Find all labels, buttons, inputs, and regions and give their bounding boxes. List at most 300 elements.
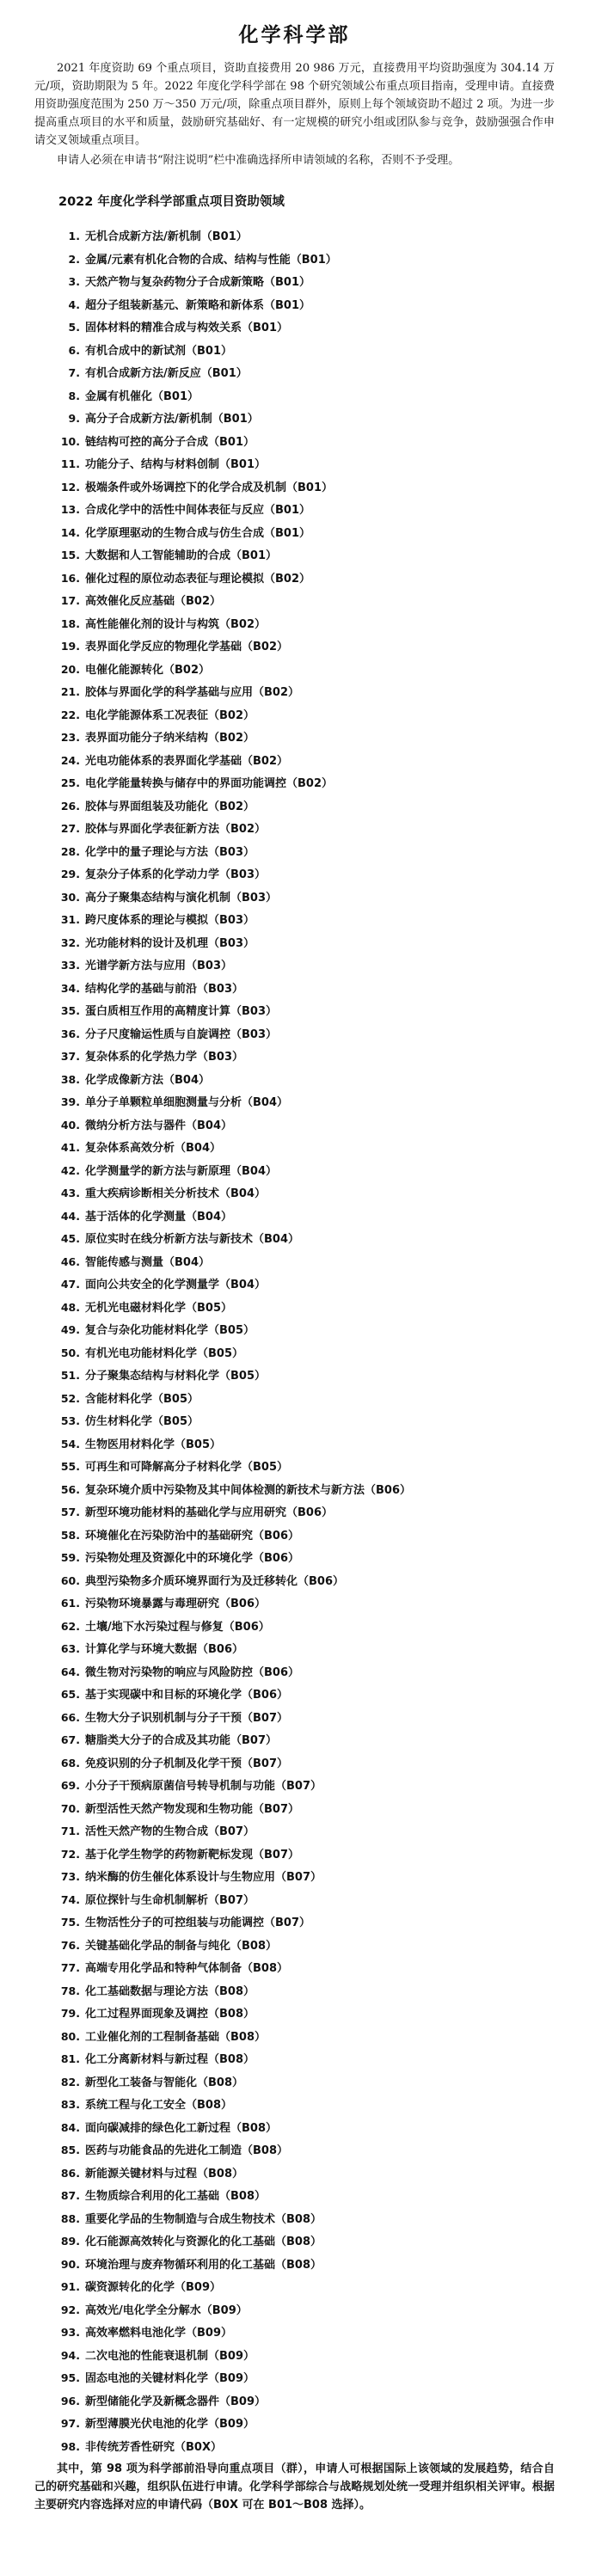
item-number: 65. [60, 1688, 80, 1701]
list-item [60, 453, 555, 476]
item-number: 84. [60, 2120, 80, 2134]
list-item [60, 1638, 555, 1661]
list-item [60, 476, 555, 500]
item-code: （B02） [219, 823, 267, 836]
item-number: 43. [60, 1187, 80, 1199]
item-number: 13. [60, 503, 80, 516]
item-name: 蛋白质相互作用的高精度计算 [85, 1005, 231, 1018]
list-item [60, 1023, 555, 1046]
list-item [60, 2390, 555, 2413]
item-number: 80. [60, 2029, 80, 2043]
item-number: 57. [60, 1506, 80, 1518]
list-item [60, 659, 555, 682]
item-number: 55. [60, 1460, 80, 1473]
list-item [60, 1365, 555, 1388]
item-code: （B05） [219, 1370, 267, 1383]
item-code: （B04） [175, 1142, 222, 1155]
item-name: 新型环境功能材料的基础化学与应用研究 [85, 1506, 287, 1519]
item-code: （B09） [208, 2349, 255, 2363]
list-item [60, 2367, 555, 2390]
item-number: 20. [60, 662, 80, 676]
item-code: （B04） [230, 1164, 278, 1178]
item-code: （B03） [230, 891, 278, 905]
list-item [60, 2162, 555, 2186]
item-code: （B03） [208, 936, 255, 950]
item-code: （B04） [242, 1096, 289, 1109]
list-item [60, 613, 555, 636]
item-number: 59. [60, 1551, 80, 1564]
item-name: 典型污染物多介质环境界面行为及迁移转化 [85, 1574, 298, 1588]
item-name: 胶体与界面化学表征新方法 [85, 823, 220, 836]
item-number: 68. [60, 1756, 80, 1769]
item-name: 单分子单颗粒单细胞测量与分析 [85, 1096, 242, 1109]
item-code: （B03） [219, 868, 267, 881]
item-name: 合成化学中的活性中间体表征与反应 [85, 504, 265, 517]
list-item [60, 1889, 555, 1912]
item-name: 固态电池的关键材料化学 [85, 2372, 209, 2385]
item-code: （B09） [208, 2372, 255, 2385]
item-name: 电催化能源转化 [85, 663, 164, 677]
item-number: 34. [60, 981, 80, 995]
list-item [60, 2185, 555, 2208]
item-code: （B02） [253, 686, 300, 699]
item-name: 生物质综合利用的化工基础 [85, 2190, 220, 2203]
list-item [60, 841, 555, 864]
item-name: 无机合成新方法/新机制 [85, 230, 201, 243]
item-code: （B01） [264, 276, 311, 289]
item-number: 39. [60, 1095, 80, 1108]
item-number: 29. [60, 868, 80, 880]
item-name: 跨尺度体系的理论与模拟 [85, 914, 209, 927]
list-item [60, 2139, 555, 2162]
list-item [60, 1501, 555, 1524]
list-item [60, 1707, 555, 1730]
list-item [60, 1547, 555, 1570]
item-code: （B01） [230, 549, 278, 562]
item-number: 49. [60, 1323, 80, 1336]
item-name: 原位实时在线分析新方法与新技术 [85, 1233, 254, 1246]
list-item [60, 750, 555, 773]
item-code: （B05） [208, 1324, 255, 1337]
item-code: （B01） [212, 413, 259, 426]
item-code: （B07） [230, 1734, 278, 1747]
item-name: 系统工程与化工安全 [85, 2099, 187, 2112]
item-name: 复杂分子体系的化学动力学 [85, 868, 220, 881]
item-number: 88. [60, 2211, 80, 2225]
item-number: 52. [60, 1391, 80, 1405]
list-item [60, 635, 555, 659]
list-item [60, 1729, 555, 1752]
item-number: 81. [60, 2052, 80, 2065]
item-number: 86. [60, 2166, 80, 2180]
list-item [60, 1091, 555, 1114]
item-code: （B03） [197, 1051, 244, 1064]
item-name: 化学测量学的新方法与新原理 [85, 1164, 231, 1178]
item-code: （B07） [275, 1871, 322, 1884]
list-item [60, 2026, 555, 2049]
list-item [60, 1820, 555, 1843]
list-item [60, 818, 555, 841]
list-item [60, 590, 555, 613]
item-number: 3. [68, 275, 80, 288]
list-item [60, 795, 555, 819]
list-item [60, 1479, 555, 1502]
item-number: 4. [68, 297, 80, 311]
list-item [60, 681, 555, 704]
item-code: （B08） [208, 2008, 255, 2021]
item-code: （B04） [163, 1255, 211, 1269]
item-name: 新型活性天然产物发现和生物功能 [85, 1802, 254, 1816]
item-name: 胶体与界面组装及功能化 [85, 800, 209, 813]
item-code: （B06） [286, 1506, 334, 1519]
item-code: （B07） [253, 1848, 300, 1861]
item-number: 67. [60, 1733, 80, 1746]
item-code: （B04） [186, 1119, 233, 1132]
item-name: 电化学能源体系工况表征 [85, 708, 209, 722]
item-name: 医药与功能食品的先进化工制造 [85, 2144, 242, 2157]
item-code: （B01） [200, 230, 248, 243]
item-number: 1. [68, 230, 80, 242]
item-number: 36. [60, 1027, 80, 1040]
list-item [60, 1388, 555, 1411]
item-code: （B01） [264, 526, 311, 540]
list-item [60, 932, 555, 955]
item-code: （B07） [253, 1802, 300, 1816]
item-number: 93. [60, 2326, 80, 2339]
item-code: （B09） [175, 2281, 222, 2294]
item-name: 环境治理与废弃物循环利用的化工基础 [85, 2258, 276, 2272]
item-name: 糖脂类大分子的合成及其功能 [85, 1734, 231, 1747]
item-number: 44. [60, 1209, 80, 1223]
list-item [60, 2436, 555, 2459]
item-name: 纳米酶的仿生催化体系设计与生物应用 [85, 1871, 276, 1884]
item-number: 17. [60, 594, 80, 607]
item-code: （B08） [219, 2030, 267, 2044]
item-number: 27. [60, 822, 80, 835]
list-item [60, 1524, 555, 1548]
item-name: 基于实现碳中和目标的环境化学 [85, 1689, 242, 1702]
list-item [60, 1069, 555, 1092]
item-code: （B01） [286, 481, 334, 494]
item-number: 85. [60, 2144, 80, 2156]
list-item [60, 1160, 555, 1183]
item-name: 胶体与界面化学的科学基础与应用 [85, 686, 254, 699]
item-code: （B08） [242, 1962, 289, 1975]
item-name: 新型化工装备与智能化 [85, 2076, 198, 2089]
list-item [60, 385, 555, 408]
item-name: 生物大分子识别机制与分子干预 [85, 1711, 242, 1725]
item-code: （B05） [242, 1461, 289, 1474]
item-name: 重要化学品的生物制造与合成生物技术 [85, 2212, 276, 2226]
item-number: 22. [60, 708, 80, 721]
item-name: 分子尺度输运性质与自旋调控 [85, 1027, 231, 1041]
item-number: 28. [60, 844, 80, 858]
list-item [60, 1616, 555, 1639]
item-name: 面向碳减排的绿色化工新过程 [85, 2121, 231, 2135]
project-list [34, 225, 555, 2458]
item-name: 有机合成中的新试剂 [85, 344, 187, 358]
item-code: （B08） [197, 2167, 244, 2180]
item-name: 重大疾病诊断相关分析技术 [85, 1187, 220, 1200]
item-number: 15. [60, 549, 80, 561]
item-name: 超分子组装新基元、新策略和新体系 [85, 298, 265, 312]
item-name: 复合与杂化功能材料化学 [85, 1324, 209, 1337]
item-code: （B06） [197, 1643, 244, 1656]
item-name: 环境催化在污染防治中的基础研究 [85, 1529, 254, 1543]
item-name: 天然产物与复杂药物分子合成新策略 [85, 276, 265, 289]
list-item [60, 225, 555, 248]
list-item [60, 1843, 555, 1867]
item-number: 30. [60, 890, 80, 904]
item-number: 5. [68, 321, 80, 334]
item-name: 活性天然产物的生物合成 [85, 1825, 209, 1838]
list-item [60, 340, 555, 363]
item-name: 高效光/电化学全分解水 [85, 2303, 201, 2317]
item-number: 25. [60, 776, 80, 789]
list-item [60, 2345, 555, 2368]
item-code: （B08） [230, 2121, 278, 2135]
list-item [60, 2321, 555, 2345]
list-item [60, 2071, 555, 2095]
item-number: 31. [60, 913, 80, 926]
item-number: 21. [60, 685, 80, 698]
item-name: 新型薄膜光伏电池的化学 [85, 2418, 209, 2431]
list-item [60, 1137, 555, 1160]
list-item [60, 2254, 555, 2277]
item-name: 化工分离新材料与新过程 [85, 2053, 209, 2066]
item-number: 72. [60, 1847, 80, 1861]
item-code: （B08） [275, 2236, 322, 2248]
item-code: （B04） [253, 1233, 300, 1246]
item-number: 56. [60, 1482, 80, 1496]
item-name: 污染物处理及资源化中的环境化学 [85, 1552, 254, 1565]
item-name: 链结构可控的高分子合成 [85, 435, 209, 449]
item-code: （B01） [219, 458, 267, 471]
item-code: （B02） [242, 754, 289, 768]
item-name: 新型储能化学及新概念器件 [85, 2395, 220, 2408]
item-name: 高端专用化学品和特种气体制备 [85, 1962, 242, 1975]
list-item [60, 1297, 555, 1320]
intro-paragraph: 2021 年度资助 69 个重点项目，资助直接费用 20 986 万元，直接费用平均资助强度为 304.14 万元/项，资助期限为 5 年。2022 年度化学科学部在 98 个研究领域公布重点项目指南，受理申请。直接费用资助强度范围为 250 万～350 万元/项，除重点项目群外，原则上每个领域资助不超过 2 项。为进一步提高重点项目的水平和质量，鼓励研究基础好、有一定规模的研究小组或团队参与竞争，鼓励强强合作申请交叉领域重点项目。 [34, 62, 555, 147]
footnote-paragraph: 其中，第 98 项为科学部前沿导向重点项目（群），申请人可根据国际上该领域的发展趋势，结合自己的研究基础和兴趣，组织队伍进行申请。化学科学部综合与战略规划处统一受理并组织相关评审。根据主要研究内容选择对应的申请代码（B0X 可在 B01～B08 选择）。 [34, 2463, 555, 2512]
item-name: 仿生材料化学 [85, 1415, 153, 1428]
item-code: （B06） [223, 1620, 270, 1634]
item-number: 23. [60, 731, 80, 744]
list-item [60, 1273, 555, 1297]
list-item [60, 1798, 555, 1821]
item-code: （B05） [152, 1415, 199, 1428]
list-item [60, 1911, 555, 1935]
item-number: 9. [68, 412, 80, 425]
item-name: 高效催化反应基础 [85, 595, 175, 608]
item-name: 极端条件或外场调控下的化学合成及机制 [85, 481, 287, 494]
item-number: 33. [60, 959, 80, 972]
item-code: （B02） [208, 800, 255, 813]
item-number: 90. [60, 2257, 80, 2271]
item-name: 高性能催化剂的设计与构筑 [85, 617, 220, 631]
item-code: （B09） [208, 2418, 255, 2431]
item-number: 24. [60, 753, 80, 767]
item-code: （B01） [264, 298, 311, 312]
item-code: （B08） [275, 2212, 322, 2226]
item-number: 26. [60, 799, 80, 813]
list-item [60, 1456, 555, 1479]
list-item [60, 294, 555, 317]
item-number: 71. [60, 1825, 80, 1837]
item-code: （B03） [208, 914, 255, 927]
item-name: 工业催化剂的工程制备基础 [85, 2030, 220, 2044]
item-name: 生物医用材料化学 [85, 1438, 175, 1451]
item-number: 82. [60, 2075, 80, 2088]
item-code: （B06） [365, 1483, 412, 1497]
item-code: （B03） [197, 982, 244, 996]
list-item [60, 1935, 555, 1958]
item-number: 69. [60, 1779, 80, 1792]
item-code: （B02） [286, 777, 334, 790]
item-name: 化学成像新方法 [85, 1073, 164, 1087]
list-item [60, 1433, 555, 1457]
item-name: 高分子聚集态结构与演化机制 [85, 891, 231, 905]
item-number: 94. [60, 2348, 80, 2362]
item-number: 58. [60, 1528, 80, 1542]
list-item [60, 1182, 555, 1205]
item-code: （B04） [163, 1073, 211, 1087]
item-number: 2. [68, 252, 80, 266]
item-number: 73. [60, 1870, 80, 1883]
item-number: 98. [60, 2439, 80, 2453]
item-number: 79. [60, 2007, 80, 2020]
item-number: 87. [60, 2189, 80, 2202]
item-number: 89. [60, 2235, 80, 2248]
item-code: （B01） [290, 253, 337, 267]
item-code: （B03） [186, 960, 233, 972]
section-title: 2022 年度化学科学部重点项目资助领域 [58, 195, 285, 209]
list-item [60, 772, 555, 795]
item-name: 微生物对污染物的响应与风险防控 [85, 1665, 254, 1679]
item-number: 32. [60, 935, 80, 949]
item-code: （B05） [186, 1301, 233, 1315]
selection-notice-paragraph: 申请人必须在申请书“附注说明”栏中准确选择所申请领域的名称，否则不予受理。 [57, 154, 460, 167]
item-number: 70. [60, 1801, 80, 1815]
item-code: （B04） [219, 1187, 267, 1200]
list-item [60, 1684, 555, 1707]
item-name: 含能材料化学 [85, 1392, 153, 1406]
item-name: 固体材料的精准合成与构效关系 [85, 322, 242, 334]
item-code: （B06） [253, 1529, 300, 1543]
item-code: （B03） [230, 1005, 278, 1018]
item-number: 63. [60, 1642, 80, 1655]
item-number: 16. [60, 571, 80, 585]
item-name: 复杂环境介质中污染物及其中间体检测的新技术与新方法 [85, 1483, 365, 1497]
item-code: （B01） [200, 367, 248, 380]
item-name: 新能源关键材料与过程 [85, 2167, 198, 2180]
list-item [60, 2048, 555, 2071]
item-code: （B02） [242, 641, 289, 653]
list-item [60, 863, 555, 886]
item-name: 化学中的量子理论与方法 [85, 845, 209, 859]
list-item [60, 1228, 555, 1251]
item-number: 66. [60, 1710, 80, 1724]
item-name: 催化过程的原位动态表征与理论模拟 [85, 572, 265, 586]
item-name: 小分子干预病原菌信号转导机制与功能 [85, 1780, 276, 1793]
list-item [60, 1251, 555, 1274]
list-item [60, 544, 555, 567]
list-item [60, 1570, 555, 1593]
item-code: （B07） [242, 1757, 289, 1770]
item-name: 金属有机催化 [85, 389, 153, 403]
item-code: （B02） [208, 708, 255, 722]
item-number: 8. [68, 389, 80, 402]
item-code: （B04） [219, 1279, 267, 1291]
item-name: 化学原理驱动的生物合成与仿生合成 [85, 526, 265, 540]
item-number: 41. [60, 1141, 80, 1154]
item-name: 复杂体系的化学热力学 [85, 1051, 198, 1064]
item-code: （B03） [230, 1027, 278, 1041]
list-item [60, 704, 555, 727]
item-number: 54. [60, 1437, 80, 1451]
item-code: （B08） [242, 2144, 289, 2157]
item-number: 76. [60, 1938, 80, 1952]
list-item [60, 2208, 555, 2231]
item-name: 表界面功能分子纳米结构 [85, 732, 209, 745]
list-item [60, 1319, 555, 1342]
item-number: 35. [60, 1004, 80, 1017]
list-item [60, 431, 555, 454]
list-item [60, 1775, 555, 1798]
item-name: 金属/元素有机化合物的合成、结构与性能 [85, 253, 291, 267]
item-number: 18. [60, 616, 80, 630]
item-number: 47. [60, 1278, 80, 1291]
list-item [60, 2413, 555, 2436]
item-code: （B06） [219, 1598, 267, 1610]
item-code: （B05） [197, 1346, 244, 1360]
item-name: 复杂体系高效分析 [85, 1142, 175, 1155]
item-number: 92. [60, 2303, 80, 2316]
item-name: 基于活体的化学测量 [85, 1210, 187, 1224]
item-number: 46. [60, 1254, 80, 1268]
item-number: 51. [60, 1369, 80, 1382]
item-name: 有机光电功能材料化学 [85, 1346, 198, 1360]
item-code: （B09） [200, 2303, 248, 2317]
item-code: （B08） [197, 2076, 244, 2089]
item-name: 光电功能体系的表界面化学基础 [85, 754, 242, 768]
item-name: 有机合成新方法/新反应 [85, 367, 201, 380]
item-code: （B07） [275, 1780, 322, 1793]
item-code: （B01） [264, 504, 311, 517]
item-code: （B01） [208, 435, 255, 449]
item-number: 74. [60, 1892, 80, 1906]
item-name: 光功能材料的设计及机理 [85, 936, 209, 950]
item-code: （B07） [242, 1711, 289, 1725]
item-code: （B02） [175, 595, 222, 608]
item-code: （B09） [219, 2395, 267, 2408]
item-number: 50. [60, 1346, 80, 1359]
list-item [60, 2276, 555, 2299]
item-number: 61. [60, 1597, 80, 1610]
item-number: 12. [60, 480, 80, 494]
item-code: （B06） [253, 1552, 300, 1565]
item-name: 化工基础数据与理论方法 [85, 1984, 209, 1998]
item-number: 42. [60, 1163, 80, 1177]
item-number: 75. [60, 1916, 80, 1929]
item-number: 19. [60, 640, 80, 653]
item-name: 电化学能量转换与储存中的界面功能调控 [85, 777, 287, 790]
item-number: 10. [60, 434, 80, 448]
list-item [60, 1410, 555, 1433]
list-item [60, 1661, 555, 1684]
item-name: 基于化学生物学的药物新靶标发现 [85, 1848, 254, 1861]
list-item [60, 886, 555, 910]
